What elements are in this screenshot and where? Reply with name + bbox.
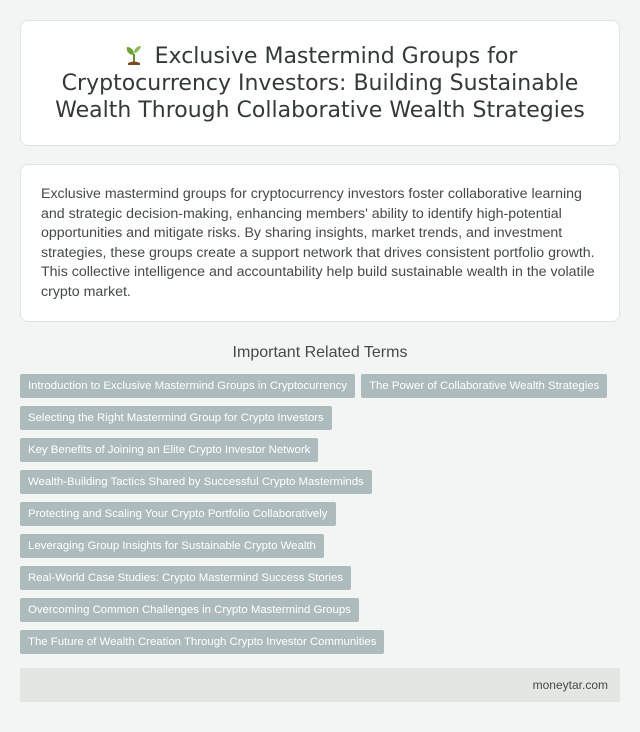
footer-site: moneytar.com <box>532 678 608 692</box>
summary-text: Exclusive mastermind groups for cryptocurrency investors foster collaborative learning and strategic decision-making, enhancing members' ability to identify high-potential opportunities and mitigate risks. By sharing insights, market trends, and investment strategies, these groups create a support network that drives consistent portfolio growth. This collective intelligence and accountability help build sustainable wealth in the volatile crypto market. <box>41 186 595 300</box>
related-term-tag[interactable]: The Future of Wealth Creation Through Crypto Investor Communities <box>20 630 384 654</box>
title-card <box>20 20 620 146</box>
related-terms-list <box>20 374 620 654</box>
related-term-tag[interactable]: Key Benefits of Joining an Elite Crypto Investor Network <box>20 438 318 462</box>
related-term-tag[interactable]: Protecting and Scaling Your Crypto Portfolio Collaboratively <box>20 502 336 526</box>
related-term-tag[interactable]: Wealth-Building Tactics Shared by Successful Crypto Masterminds <box>20 470 372 494</box>
summary-card <box>20 164 620 322</box>
page-title-text: Exclusive Mastermind Groups for Cryptocurrency Investors: Building Sustainable Wealth Through Collaborative Wealth Strategies <box>55 43 585 123</box>
related-term-tag[interactable]: Introduction to Exclusive Mastermind Groups in Cryptocurrency <box>20 374 355 398</box>
related-term-tag[interactable]: Real-World Case Studies: Crypto Mastermind Success Stories <box>20 566 351 590</box>
sprout-icon <box>123 44 145 66</box>
related-term-tag[interactable]: Overcoming Common Challenges in Crypto Mastermind Groups <box>20 598 359 622</box>
related-terms-heading: Important Related Terms <box>232 344 408 361</box>
related-term-tag[interactable]: Selecting the Right Mastermind Group for Crypto Investors <box>20 406 332 430</box>
related-term-tag[interactable]: The Power of Collaborative Wealth Strategies <box>361 374 607 398</box>
page-title <box>49 43 591 124</box>
footer <box>20 668 620 702</box>
related-term-tag[interactable]: Leveraging Group Insights for Sustainable Crypto Wealth <box>20 534 324 558</box>
